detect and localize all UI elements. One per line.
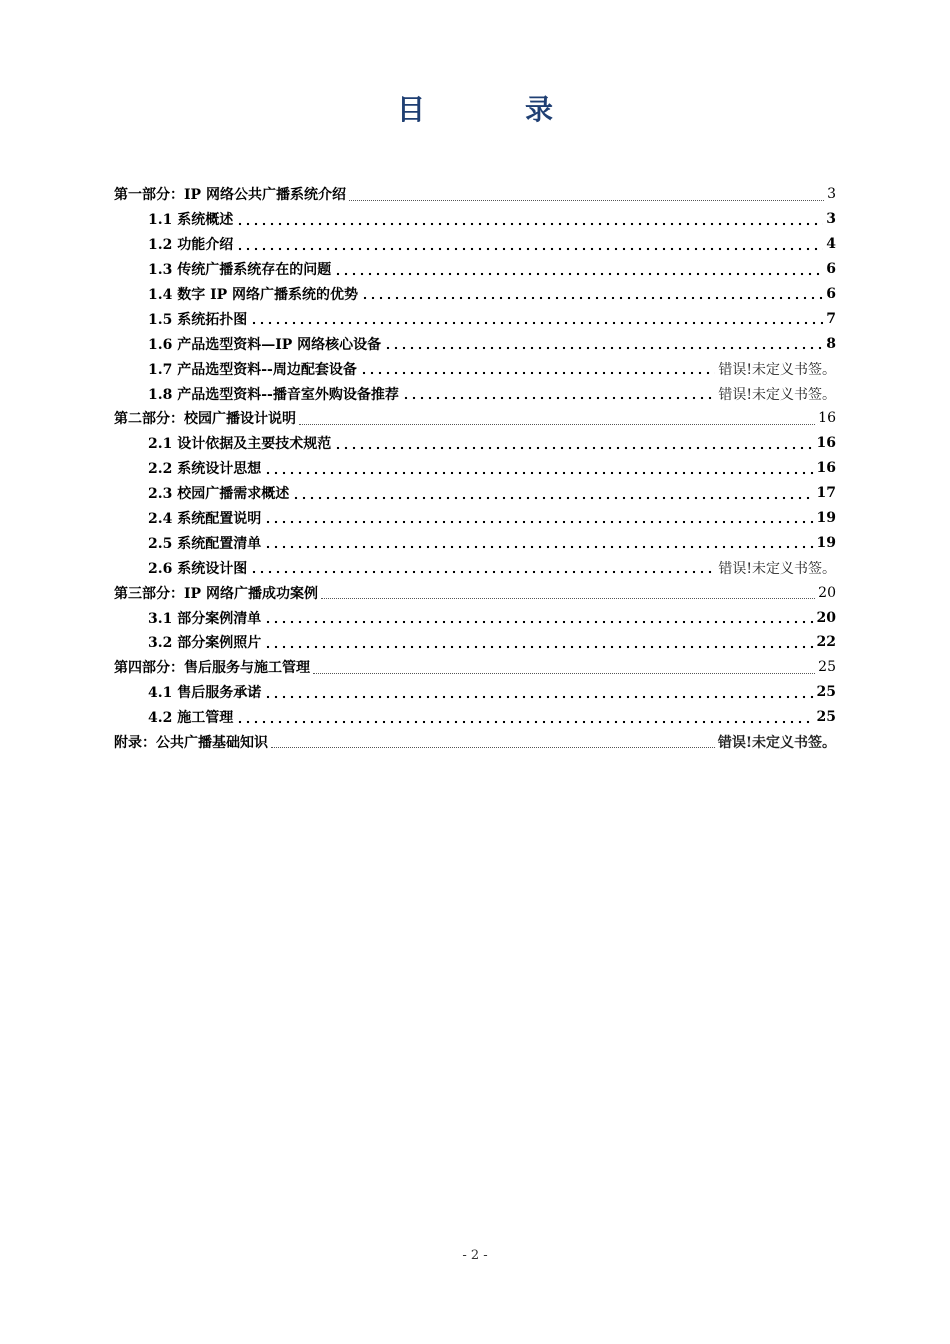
toc-entry[interactable] bbox=[114, 182, 836, 207]
toc-entry-label: 2.6 系统设计图 bbox=[148, 560, 248, 577]
toc-entry-page: 16 bbox=[818, 410, 836, 427]
toc-entry-label: 1.2 功能介绍 bbox=[148, 237, 234, 254]
toc-entry-page: 16 bbox=[816, 435, 836, 452]
toc-entry-page: 7 bbox=[826, 310, 836, 327]
toc-entry-label: 1.5 系统拓扑图 bbox=[148, 311, 248, 328]
toc-entry-page: 3 bbox=[826, 211, 836, 228]
toc-entry[interactable] bbox=[114, 481, 836, 506]
toc-leader bbox=[264, 520, 813, 524]
toc-entry[interactable] bbox=[114, 381, 836, 406]
toc-entry[interactable] bbox=[114, 630, 836, 655]
toc-entry-page: 17 bbox=[816, 485, 836, 502]
toc-entry-label: 1.4 数字 IP 网络广播系统的优势 bbox=[148, 287, 359, 303]
toc-entry-page: 错误!未定义书签。 bbox=[718, 560, 836, 577]
toc-leader bbox=[313, 673, 815, 674]
toc-entry-page: 4 bbox=[826, 236, 836, 253]
toc-entry-label: 2.2 系统设计思想 bbox=[148, 461, 262, 478]
toc-entry-page: 6 bbox=[826, 261, 836, 278]
toc-entry-page: 3 bbox=[827, 186, 836, 203]
toc-entry-page: 20 bbox=[818, 584, 836, 601]
toc-entry[interactable] bbox=[114, 506, 836, 531]
toc-entry-page: 8 bbox=[826, 335, 836, 352]
toc-entry[interactable] bbox=[114, 605, 836, 630]
page-title: 目 录 bbox=[396, 93, 589, 126]
toc-leader bbox=[361, 296, 823, 300]
toc-entry-page: 22 bbox=[816, 634, 836, 651]
toc-entry-label: 第四部分：售后服务与施工管理 bbox=[114, 660, 310, 677]
toc-entry[interactable] bbox=[114, 530, 836, 555]
toc-leader bbox=[384, 346, 823, 350]
toc-leader bbox=[271, 747, 715, 748]
toc-leader bbox=[292, 496, 813, 500]
toc-leader bbox=[236, 222, 823, 226]
toc-entry[interactable] bbox=[114, 406, 836, 431]
toc-entry-label: 2.3 校园广播需求概述 bbox=[148, 486, 290, 503]
toc-leader bbox=[264, 695, 813, 699]
toc-entry[interactable] bbox=[114, 232, 836, 257]
toc-entry[interactable] bbox=[114, 730, 836, 755]
toc-entry-page: 25 bbox=[816, 684, 836, 701]
toc-entry-label: 2.4 系统配置说明 bbox=[148, 511, 262, 528]
toc-entry[interactable] bbox=[114, 555, 836, 580]
toc-entry[interactable] bbox=[114, 431, 836, 456]
toc-leader bbox=[264, 645, 813, 649]
toc-leader bbox=[250, 570, 715, 574]
toc-leader bbox=[264, 471, 813, 475]
toc-entry[interactable] bbox=[114, 331, 836, 356]
page-number: - 2 - bbox=[462, 1248, 488, 1263]
toc-entry-label: 3.1 部分案例清单 bbox=[148, 610, 262, 627]
toc-entry-page: 16 bbox=[816, 460, 836, 477]
toc-entry-label: 第一部分：IP 网络公共广播系统介绍 bbox=[114, 187, 346, 204]
toc-leader bbox=[236, 247, 823, 251]
toc-entry-label: 1.7 产品选型资料--周边配套设备 bbox=[148, 361, 357, 378]
toc-entry[interactable] bbox=[114, 580, 836, 605]
table-of-contents bbox=[114, 182, 836, 754]
toc-entry[interactable] bbox=[114, 282, 836, 307]
toc-leader bbox=[349, 200, 824, 201]
toc-leader bbox=[334, 446, 813, 450]
toc-entry-page: 6 bbox=[826, 286, 836, 302]
toc-entry-label: 3.2 部分案例照片 bbox=[148, 635, 262, 652]
toc-entry-page: 19 bbox=[816, 510, 836, 527]
toc-leader bbox=[236, 720, 813, 724]
toc-entry[interactable] bbox=[114, 306, 836, 331]
toc-entry[interactable] bbox=[114, 680, 836, 705]
toc-entry[interactable] bbox=[114, 207, 836, 232]
toc-entry[interactable] bbox=[114, 257, 836, 282]
toc-entry-page: 25 bbox=[816, 709, 836, 726]
toc-entry-label: 1.6 产品选型资料—IP 网络核心设备 bbox=[148, 336, 382, 353]
toc-leader bbox=[299, 424, 815, 425]
toc-entry-label: 附录：公共广播基础知识 bbox=[114, 735, 268, 752]
toc-leader bbox=[334, 272, 823, 276]
toc-entry-label: 1.3 传统广播系统存在的问题 bbox=[148, 262, 332, 279]
toc-entry-page: 错误!未定义书签。 bbox=[718, 361, 836, 378]
toc-leader bbox=[250, 321, 823, 325]
toc-entry-label: 第二部分：校园广播设计说明 bbox=[114, 411, 296, 428]
toc-entry-label: 第三部分：IP 网络广播成功案例 bbox=[114, 585, 318, 602]
toc-entry-label: 4.1 售后服务承诺 bbox=[148, 685, 262, 702]
toc-entry-page: 错误!未定义书签。 bbox=[717, 735, 836, 752]
toc-entry-label: 1.1 系统概述 bbox=[148, 212, 234, 229]
toc-entry[interactable] bbox=[114, 705, 836, 730]
toc-leader bbox=[402, 396, 716, 400]
toc-entry-page: 错误!未定义书签。 bbox=[718, 386, 836, 403]
toc-entry-label: 4.2 施工管理 bbox=[148, 710, 234, 727]
toc-entry-label: 2.1 设计依据及主要技术规范 bbox=[148, 436, 332, 453]
toc-entry[interactable] bbox=[114, 456, 836, 481]
toc-leader bbox=[264, 620, 813, 624]
toc-entry-label: 2.5 系统配置清单 bbox=[148, 535, 262, 552]
toc-entry[interactable] bbox=[114, 356, 836, 381]
toc-entry-label: 1.8 产品选型资料--播音室外购设备推荐 bbox=[148, 386, 399, 403]
toc-leader bbox=[264, 545, 813, 549]
toc-entry[interactable] bbox=[114, 655, 836, 680]
toc-entry-page: 19 bbox=[816, 534, 836, 551]
toc-entry-page: 25 bbox=[818, 659, 836, 676]
toc-entry-page: 20 bbox=[816, 609, 836, 626]
toc-leader bbox=[321, 598, 815, 599]
toc-leader bbox=[360, 371, 716, 375]
